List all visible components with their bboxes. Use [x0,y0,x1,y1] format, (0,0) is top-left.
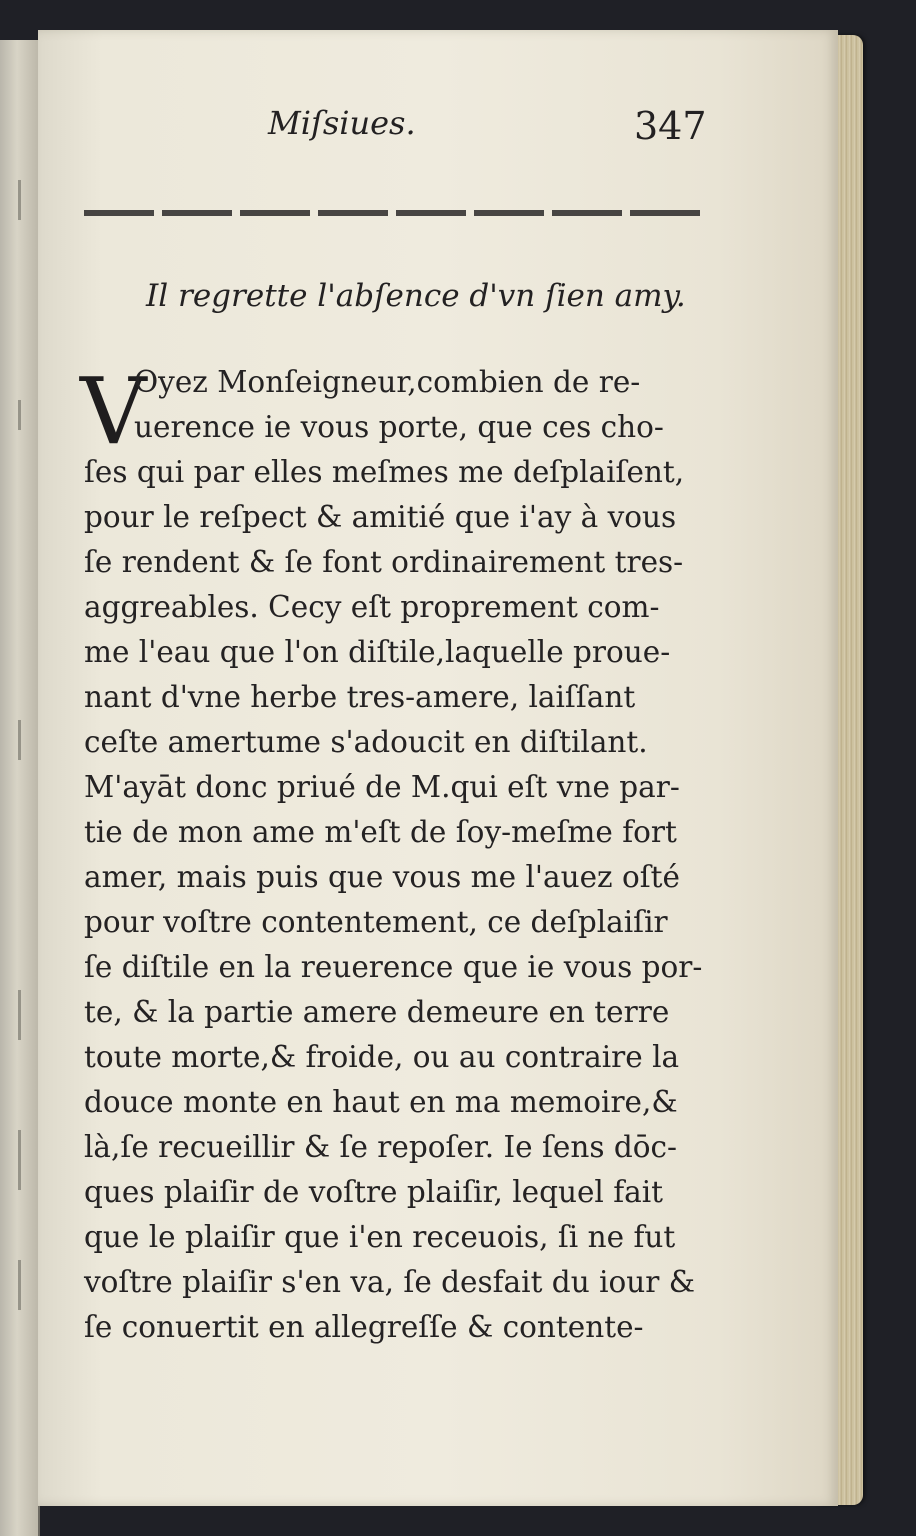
text-line: amer, mais puis que vous me l'auez oſté [84,860,680,894]
text-line: ceſte amertume s'adoucit en diſtilant. [84,725,648,759]
facing-page-mark [18,1130,21,1190]
text-line: douce monte en haut en ma memoire,& [84,1085,678,1119]
text-line: aggreables. Cecy eſt proprement com- [84,590,660,624]
text-line: pour le reſpect & amitié que i'ay à vous [84,500,677,534]
text-line: M'ayāt donc priué de M.qui eſt vne par- [84,770,680,804]
text-line: là,ſe recueillir & ſe repoſer. Ie ſens dōc- [84,1130,678,1164]
book-page [38,30,838,1506]
text-line: te, & la partie amere demeure en terre [84,995,670,1029]
facing-page-mark [18,1260,21,1310]
ornamental-rule [84,210,704,216]
text-line: que le plaiſir que i'en receuois, ſi ne fut [84,1220,676,1254]
facing-page-mark [18,180,21,220]
text-line: Oyez Monſeigneur,combien de re- [134,365,641,399]
facing-page-mark [18,990,21,1040]
page-number: 347 [634,104,707,148]
text-line: ſes qui par elles meſmes me deſplaiſent, [84,455,685,489]
running-head [78,104,838,154]
text-line: ſe diſtile en la reuerence que ie vous por- [84,950,703,984]
text-line: tie de mon ame m'eſt de ſoy-meſme fort [84,815,677,849]
text-line: pour voſtre contentement, ce deſplaiſir [84,905,668,939]
letter-heading: Il regrette l'abſence d'vn ſien amy. [146,278,686,314]
drop-cap: V [80,358,147,465]
text-line: ſe conuertit en allegreſſe & contente- [84,1310,644,1344]
facing-page-mark [18,720,21,760]
text-line: uerence ie vous porte, que ces cho- [134,410,664,444]
text-line: nant d'vne herbe tres-amere, laiſſant [84,680,636,714]
running-title: Miſsiues. [268,104,416,142]
text-line: voſtre plaiſir s'en va, ſe desfait du iour & [84,1265,696,1299]
facing-page-edge [0,40,40,1536]
text-line: ques plaiſir de voſtre plaiſir, lequel fait [84,1175,664,1209]
text-line: ſe rendent & ſe font ordinairement tres- [84,545,684,579]
facing-page-mark [18,400,21,430]
text-line: toute morte,& froide, ou au contraire la [84,1040,680,1074]
text-line: me l'eau que l'on diſtile,laquelle proue- [84,635,671,669]
